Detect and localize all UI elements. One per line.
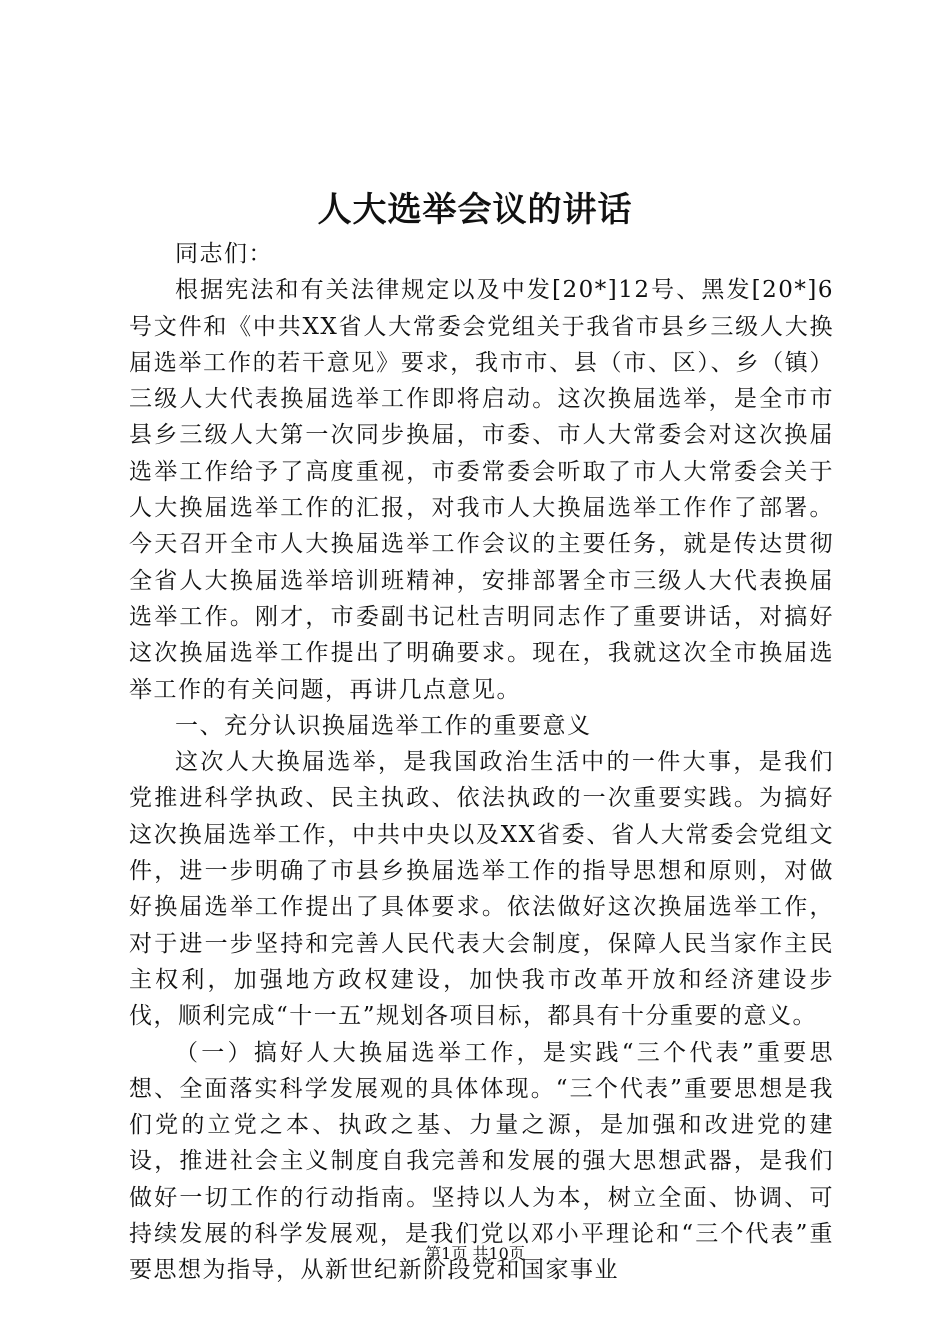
page-total: 共10页 [472,1244,525,1263]
page-number: 第1页 [425,1244,468,1263]
paragraph-significance: 这次人大换届选举，是我国政治生活中的一件大事，是我们党推进科学执政、民主执政、依法执政的一次重要实践。为搞好这次换届选举工作，中共中央以及XX省委、省人大常委会党组文件，进一步明确了市县乡换届选举工作的指导思想和原则，对做好换届选举工作提出了具体要求。依法做好这次换届选举工作，对于进一步坚持和完善人民代表大会制度，保障人民当家作主民主权利，加强地方政权建设，加快我市改革开放和经济建设步伐，顺利完成“十一五”规划各项目标，都具有十分重要的意义。 [129,749,834,1030]
page-footer [0,1242,950,1266]
document-body [129,236,834,1289]
document-title: 人大选举会议的讲话 [317,190,633,230]
salutation: 同志们： [175,241,273,267]
section-heading-1: 一、充分认识换届选举工作的重要意义 [175,712,592,739]
paragraph-subsection-1: （一）搞好人大换届选举工作，是实践“三个代表”重要思想、全面落实科学发展观的具体体现。“三个代表”重要思想是我们党的立党之本、执政之基、力量之源，是加强和改进党的建设，推进社会主义制度自我完善和发展的强大思想武器，是我们做好一切工作的行动指南。坚持以人为本，树立全面、协调、可持续发展的科学发展观，是我们党以邓小平理论和“三个代表”重要思想为指导，从新世纪新阶段党和国家事业 [129,1039,834,1284]
paragraph-intro: 根据宪法和有关法律规定以及中发[20*]12号、黑发[20*]6号文件和《中共XX省人大常委会党组关于我省市县乡三级人大换届选举工作的若干意见》要求，我市市、县（市、区）、乡（镇）三级人大代表换届选举工作即将启动。这次换届选举，是全市市县乡三级人大第一次同步换届，市委、市人大常委会对这次换届选举工作给予了高度重视，市委常委会听取了市人大常委会关于人大换届选举工作的汇报，对我市人大换届选举工作作了部署。今天召开全市人大换届选举工作会议的主要任务，就是传达贯彻全省人大换届选举培训班精神，安排部署全市三级人大代表换届选举工作。刚才，市委副书记杜吉明同志作了重要讲话，对搞好这次换届选举工作提出了明确要求。现在，我就这次全市换届选举工作的有关问题，再讲几点意见。 [129,277,834,703]
